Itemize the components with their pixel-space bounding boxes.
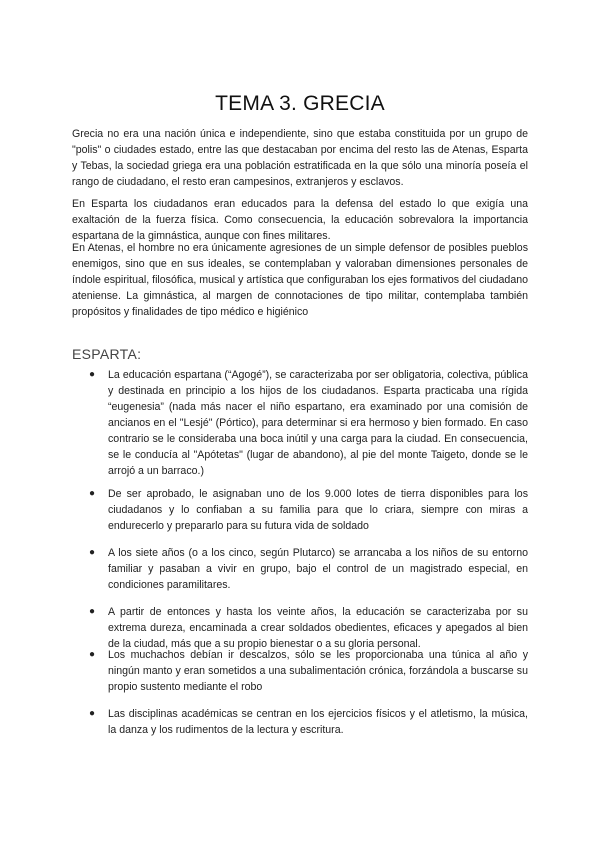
list-item-text: A partir de entonces y hasta los veinte años, la educación se caracterizaba por su extrema dureza, encaminada a crear soldados obedientes, eficaces y apegados al bien de la ciudad, más que a su propio bienestar o a su gloria personal.	[108, 606, 528, 650]
bullet-icon: ●	[89, 708, 96, 719]
bullet-icon: ●	[89, 649, 96, 660]
bullet-icon: ●	[89, 488, 96, 499]
list-item-text: Las disciplinas académicas se centran en los ejercicios físicos y el atletismo, la música, la danza y los rudimentos de la lectura y escritura.	[108, 708, 528, 736]
list-item	[89, 545, 528, 593]
list-item-text: La educación espartana (“Agogé”), se caracterizaba por ser obligatoria, colectiva, pública y destinada en principio a los hijos de los ciudadanos. Esparta practicaba una rígida “eugenesia” (nada más nacer el niño espartano, era examinado por una comisión de ancianos en el "Lesjé" (Pórtico), para determinar si era hermoso y bien formado. En caso contrario se le consideraba una boca inútil y una carga para la ciudad. En consecuencia, se le conducía al "Apótetas" (lugar de abandono), al pie del monte Taigeto, donde se le arrojó a un barraco.)	[108, 369, 528, 477]
list-item	[89, 604, 528, 652]
list-item	[89, 706, 528, 738]
section-heading-esparta: ESPARTA:	[72, 346, 142, 362]
list-item-text: A los siete años (o a los cinco, según Plutarco) se arrancaba a los niños de su entorno familiar y pasaban a vivir en grupo, bajo el control de un magistrado especial, en condiciones paramilitares.	[108, 547, 528, 591]
bullet-icon: ●	[89, 369, 96, 380]
intro-paragraph: Grecia no era una nación única e independiente, sino que estaba constituida por un grupo de "polis" o ciudades estado, entre las que destacaban por encima del resto las de Atenas, Esparta y Tebas, la sociedad griega era una población estratificada en la que sólo una minoría poseía el rango de ciudadano, el resto eran campesinos, extranjeros y esclavos.	[72, 128, 528, 188]
page-title: TEMA 3. GRECIA	[215, 92, 385, 115]
atenas-education-paragraph: En Atenas, el hombre no era únicamente agresiones de un simple defensor de posibles pueblos enemigos, sino que en sus ideales, se contemplaban y valoraban dimensiones personales de índole espiritual, filosófica, musical y artística que configuraban los ejes formativos del ciudadano ateniense. La gimnástica, al margen de connotaciones de tipo militar, contemplaba también propósitos y finalidades de tipo médico e higiénico	[72, 242, 528, 318]
bullet-icon: ●	[89, 547, 96, 558]
list-item-text: Los muchachos debían ir descalzos, sólo se les proporcionaba una túnica al año y ningún manto y eran sometidos a una subalimentación crónica, forzándola a buscarse su propio sustento mediante el robo	[108, 649, 528, 693]
list-item	[89, 647, 528, 695]
list-item	[89, 486, 528, 534]
bullet-icon: ●	[89, 606, 96, 617]
esparta-education-paragraph: En Esparta los ciudadanos eran educados para la defensa del estado lo que exigía una exaltación de la fuerza física. Como consecuencia, la educación sobrevalora la importancia espartana de la gimnástica, aunque con fines militares.	[72, 198, 528, 242]
list-item-text: De ser aprobado, le asignaban uno de los 9.000 lotes de tierra disponibles para los ciudadanos y lo confiaban a su familia para que lo criara, siempre con miras a endurecerlo y prepararlo para su futura vida de soldado	[108, 488, 528, 532]
list-item	[89, 367, 528, 479]
